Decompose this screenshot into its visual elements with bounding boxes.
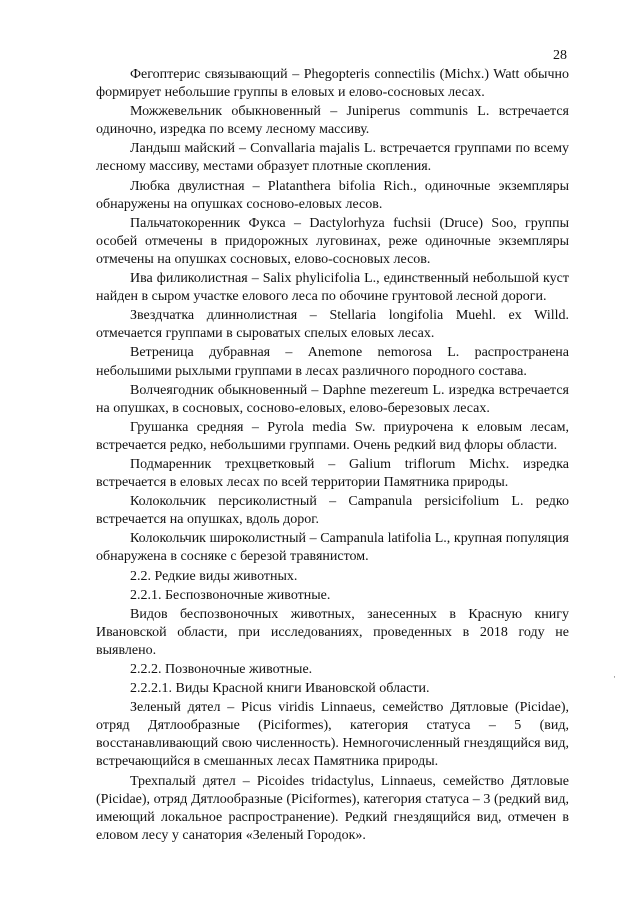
paragraph-pyrola: Грушанка средняя – Pyrola media Sw. приурочена к еловым лесам, встречается редко, небольшими группами. Очень редкий вид флоры области. [96,419,569,453]
section-heading-rare-animals: 2.2. Редкие виды животных. [130,568,298,584]
paragraph-platanthera: Любка двулистная – Platanthera bifolia Rich., одиночные экземпляры обнаружены на опушках сосново-еловых лесов. [96,178,569,212]
section-heading-invertebrates: 2.2.1. Беспозвоночные животные. [130,587,331,603]
paragraph-campanula-latifolia: Колокольчик широколистный – Campanula latifolia L., крупная популяция обнаружена в сосняке с березой травянистом. [96,531,569,565]
paragraph-stellaria: Звездчатка длиннолистная – Stellaria longifolia Muehl. ex Willd. отмечается группами в сыроватых спелых еловых лесах. [96,308,569,342]
section-heading-red-book: 2.2.2.1. Виды Красной книги Ивановской области. [130,681,430,697]
scan-artifact-mark: · [613,672,616,682]
paragraph-phegopteris: Фегоптерис связывающий – Phegopteris connectilis (Michx.) Watt обычно формирует небольшие группы в еловых и елово-сосновых лесах. [96,67,569,101]
paragraph-daphne: Волчеягодник обыкновенный – Daphne mezereum L. изредка встречается на опушках, в сосновых, сосново-еловых, елово-березовых лесах. [96,382,569,416]
paragraph-picoides-tridactylus: Трехпалый дятел – Picoides tridactylus, Linnaeus, семейство Дятловые (Picidae), отряд Дятлообразные (Piciformes), категория статуса – 3 (редкий вид, имеющий локальное распространение). Редкий гнездящийся вид, отмечен в еловом лесу у санатория «Зеленый Городок». [96,773,569,843]
paragraph-juniperus: Можжевельник обыкновенный – Juniperus communis L. встречается одиночно, изредка по всему лесному массиву. [96,104,569,138]
page-number: 28 [553,48,567,63]
paragraph-campanula-persicifolium: Колокольчик персиколистный – Campanula persicifolium L. редко встречается на опушках, вдоль дорог. [96,494,569,528]
paragraph-invertebrates: Видов беспозвоночных животных, занесенных в Красную книгу Ивановской области, при исследованиях, проведенных в 2018 году не выявлено. [96,606,569,658]
paragraph-galium: Подмаренник трехцветковый – Galium triflorum Michx. изредка встречается в еловых лесах по всей территории Памятника природы. [96,456,569,491]
paragraph-convallaria: Ландыш майский – Convallaria majalis L. встречается группами по всему лесному массиву, местами образует плотные скопления. [96,141,569,175]
section-heading-vertebrates: 2.2.2. Позвоночные животные. [130,662,313,677]
paragraph-salix: Ива филиколистная – Salix phylicifolia L., единственный небольшой куст найден в сыром участке елового леса по обочине грунтовой лесной дороги. [96,271,569,305]
paragraph-anemone: Ветреница дубравная – Anemone nemorosa L. распространена небольшими рыхлыми группами в лесах различного породного состава. [96,345,569,379]
document-body [96,66,569,845]
paragraph-dactylorhyza: Пальчатокоренник Фукса – Dactylorhyza fuchsii (Druce) Soo, группы особей отмечены в придорожных луговинах, реже одиночные экземпляры отмечены на опушках сосновых, елово-сосновых лесов. [96,215,569,267]
paragraph-picus-viridis: Зеленый дятел – Picus viridis Linnaeus, семейство Дятловые (Picidae), отряд Дятлообразные (Piciformes), категория статуса – 5 (вид, восстанавливающий свою численность). Немногочисленный гнездящийся вид, встречающийся в смешанных лесах Памятника природы. [96,700,569,770]
